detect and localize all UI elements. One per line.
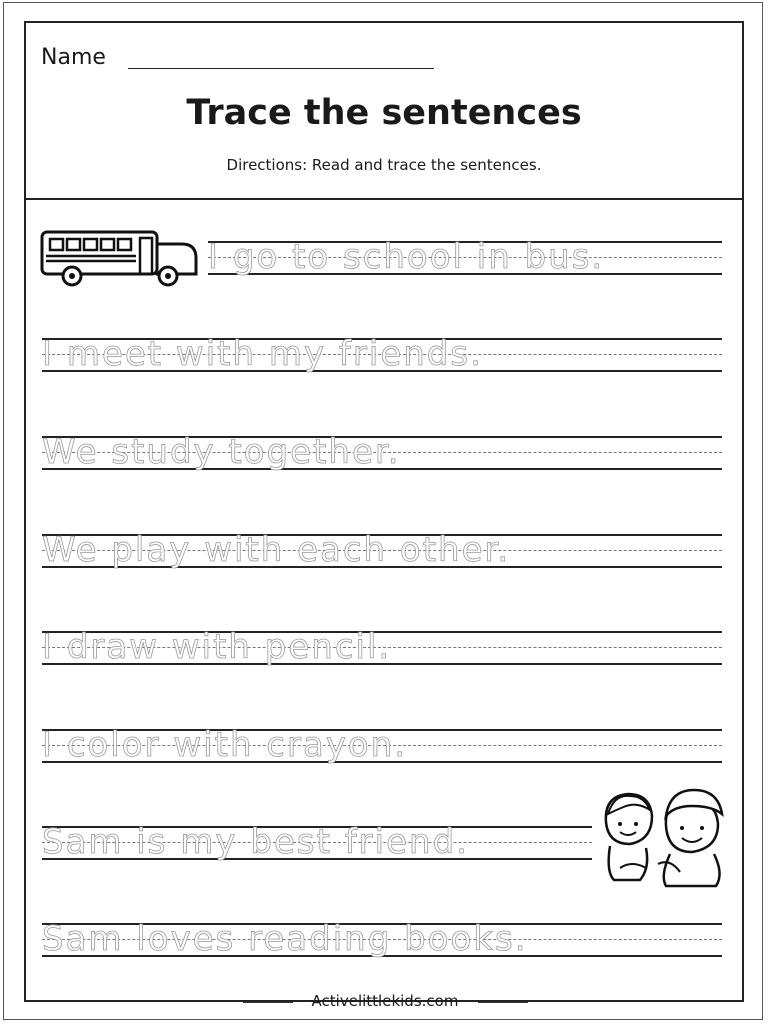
footer xyxy=(0,992,768,1012)
name-write-line[interactable] xyxy=(128,68,434,69)
name-label: Name xyxy=(41,45,106,70)
trace-sentence: I go to school in bus. xyxy=(208,237,605,277)
footer-site: Activelittlekids.com xyxy=(311,992,459,1010)
two-kids-icon xyxy=(600,788,728,890)
trace-sentence: We play with each other. xyxy=(42,530,511,570)
page-title: Trace the sentences xyxy=(186,93,582,133)
worksheet-header xyxy=(26,23,742,200)
trace-sentence: Sam loves reading books. xyxy=(42,919,528,959)
trace-sentence: Sam is my best friend. xyxy=(42,822,469,862)
trace-sentence: I meet with my friends. xyxy=(42,334,483,374)
trace-sentence: I draw with pencil. xyxy=(42,627,392,667)
trace-sentence: I color with crayon. xyxy=(42,725,408,765)
trace-sentence: We study together. xyxy=(42,432,401,472)
school-bus-icon xyxy=(40,230,200,288)
directions-text: Directions: Read and trace the sentences. xyxy=(226,156,542,174)
